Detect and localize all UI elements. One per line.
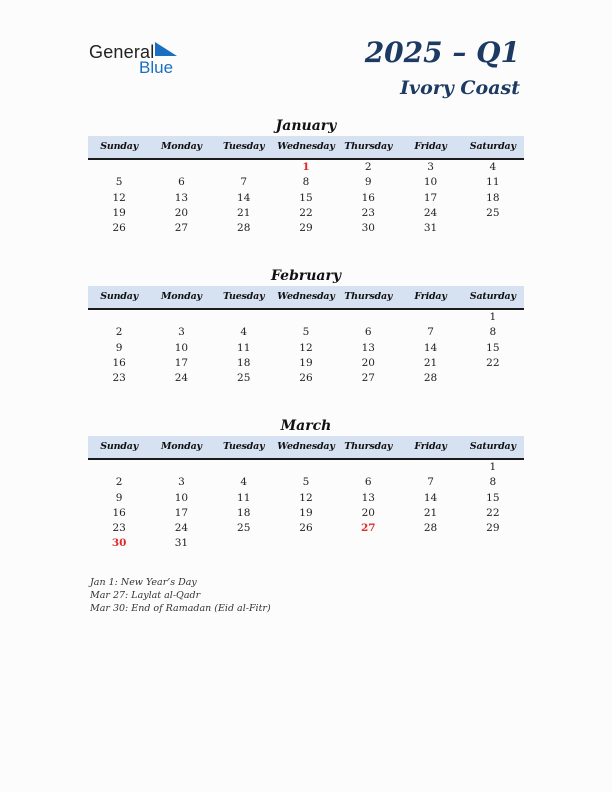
weekday-label: Tuesday <box>222 291 265 302</box>
empty-cell <box>88 460 150 475</box>
empty-cell <box>275 536 337 551</box>
day-cell: 13 <box>174 191 189 204</box>
day-cell: 3 <box>427 161 434 173</box>
logo <box>89 40 189 76</box>
empty-cell <box>213 160 275 175</box>
weekday-label: Wednesday <box>277 291 335 302</box>
weekday-label: Friday <box>414 291 447 302</box>
empty-cell <box>337 536 399 551</box>
weekday-label: Saturday <box>469 141 516 152</box>
day-cell: 8 <box>302 176 310 189</box>
day-cell: 17 <box>174 356 189 369</box>
day-cell: 22 <box>486 356 500 369</box>
month-february <box>88 266 524 386</box>
holiday-notes <box>90 576 271 615</box>
weekday-header <box>88 286 524 310</box>
week-row <box>88 506 524 521</box>
weekday-label: Thursday <box>344 141 393 152</box>
day-cell: 10 <box>174 341 189 354</box>
empty-cell <box>150 160 212 175</box>
empty-cell <box>399 536 461 551</box>
day-cell: 19 <box>299 356 313 369</box>
day-cell: 6 <box>364 326 372 339</box>
day-cell: 5 <box>302 476 310 489</box>
holiday-note: Mar 30: End of Ramadan (Eid al-Fitr) <box>90 603 271 614</box>
empty-cell <box>150 460 212 475</box>
weekday-label: Sunday <box>100 141 139 152</box>
day-cell: 26 <box>299 522 313 535</box>
day-cell: 21 <box>423 506 438 519</box>
day-cell: 1 <box>489 461 497 473</box>
weekday-label: Friday <box>414 141 447 152</box>
day-cell: 9 <box>364 176 372 189</box>
day-grid <box>88 460 524 552</box>
week-row <box>88 460 524 475</box>
day-cell: 25 <box>237 522 251 535</box>
day-cell: 22 <box>486 506 500 519</box>
empty-cell <box>88 160 150 175</box>
empty-cell <box>337 310 399 325</box>
day-cell: 28 <box>237 222 251 235</box>
week-row <box>88 175 524 190</box>
day-cell: 5 <box>302 326 310 339</box>
week-row <box>88 325 524 340</box>
day-cell: 14 <box>423 341 438 354</box>
day-cell: 23 <box>112 522 126 535</box>
day-cell: 2 <box>115 326 123 339</box>
day-cell: 24 <box>174 372 189 385</box>
empty-cell <box>150 310 212 325</box>
day-cell: 23 <box>112 372 126 385</box>
empty-cell <box>88 310 150 325</box>
weekday-label: Wednesday <box>277 441 335 452</box>
day-cell: 24 <box>423 206 438 219</box>
day-cell: 15 <box>299 191 313 204</box>
day-cell: 26 <box>299 372 313 385</box>
day-cell: 20 <box>361 356 375 369</box>
week-row <box>88 371 524 386</box>
day-cell: 1 <box>489 311 497 323</box>
week-row <box>88 341 524 356</box>
day-grid <box>88 310 524 386</box>
month-title: February <box>270 268 341 284</box>
day-cell: 7 <box>427 326 434 339</box>
page-title: 2025 – Q1 <box>364 36 520 69</box>
week-row <box>88 221 524 236</box>
weekday-label: Sunday <box>100 291 139 302</box>
day-cell: 19 <box>112 206 126 219</box>
day-cell: 13 <box>361 341 375 354</box>
day-grid <box>88 160 524 236</box>
day-cell: 5 <box>115 176 123 189</box>
weekday-label: Sunday <box>100 441 139 452</box>
day-cell: 13 <box>361 491 375 504</box>
weekday-label: Wednesday <box>277 141 335 152</box>
day-cell: 3 <box>178 326 185 339</box>
weekday-label: Friday <box>414 441 447 452</box>
day-cell: 3 <box>178 476 185 489</box>
day-cell: 4 <box>240 476 248 489</box>
day-cell: 28 <box>423 372 438 385</box>
weekday-label: Thursday <box>344 441 393 452</box>
holiday-note: Mar 27: Laylat al-Qadr <box>90 590 201 601</box>
day-cell: 19 <box>299 506 313 519</box>
weekday-label: Thursday <box>344 291 393 302</box>
day-cell: 6 <box>178 176 185 189</box>
holiday-day-cell: 27 <box>360 522 376 535</box>
empty-cell <box>213 310 275 325</box>
day-cell: 30 <box>361 222 375 235</box>
logo-triangle-icon <box>155 42 177 58</box>
empty-cell <box>462 371 524 386</box>
month-title: March <box>280 418 332 434</box>
day-cell: 25 <box>486 206 500 219</box>
day-cell: 18 <box>237 506 251 519</box>
empty-cell <box>213 460 275 475</box>
weekday-header <box>88 136 524 160</box>
day-cell: 7 <box>240 176 248 189</box>
day-cell: 29 <box>486 522 500 535</box>
week-row <box>88 160 524 175</box>
day-cell: 11 <box>486 176 500 189</box>
day-cell: 12 <box>299 491 313 504</box>
day-cell: 15 <box>486 491 500 504</box>
weekday-header <box>88 436 524 460</box>
day-cell: 20 <box>174 206 189 219</box>
day-cell: 14 <box>423 491 438 504</box>
day-cell: 17 <box>174 506 189 519</box>
day-cell: 9 <box>115 491 123 504</box>
day-cell: 4 <box>489 161 497 173</box>
day-cell: 28 <box>423 522 438 535</box>
weekday-label: Tuesday <box>222 441 265 452</box>
logo-blue-text: Blue <box>139 58 174 77</box>
day-cell: 16 <box>112 506 126 519</box>
week-row <box>88 521 524 536</box>
day-cell: 16 <box>361 191 375 204</box>
day-cell: 29 <box>299 222 313 235</box>
month-title: January <box>275 118 337 134</box>
day-cell: 23 <box>361 206 375 219</box>
weekday-label: Monday <box>160 291 202 302</box>
day-cell: 22 <box>299 206 313 219</box>
weekday-label: Saturday <box>469 441 516 452</box>
week-row <box>88 310 524 325</box>
week-row <box>88 356 524 371</box>
week-row <box>88 536 524 551</box>
day-cell: 17 <box>423 191 438 204</box>
day-cell: 27 <box>361 372 375 385</box>
day-cell: 24 <box>174 522 189 535</box>
empty-cell <box>337 460 399 475</box>
day-cell: 21 <box>237 206 251 219</box>
weekday-label: Monday <box>160 441 202 452</box>
day-cell: 11 <box>237 491 251 504</box>
empty-cell <box>275 460 337 475</box>
weekday-label: Saturday <box>469 291 516 302</box>
day-cell: 10 <box>423 176 438 189</box>
day-cell: 8 <box>489 476 497 489</box>
holiday-note: Jan 1: New Year’s Day <box>90 577 197 588</box>
logo-general-text: General <box>89 42 155 62</box>
day-cell: 6 <box>364 476 372 489</box>
empty-cell <box>399 460 461 475</box>
day-cell: 31 <box>174 537 189 550</box>
week-row <box>88 191 524 206</box>
empty-cell <box>213 536 275 551</box>
holiday-day-cell: 30 <box>111 537 127 550</box>
day-cell: 9 <box>115 341 123 354</box>
day-cell: 11 <box>237 341 251 354</box>
month-march <box>88 416 524 552</box>
page-subtitle: Ivory Coast <box>400 77 520 99</box>
day-cell: 4 <box>240 326 248 339</box>
month-january <box>88 116 524 236</box>
day-cell: 14 <box>237 191 251 204</box>
day-cell: 25 <box>237 372 251 385</box>
day-cell: 8 <box>489 326 497 339</box>
day-cell: 18 <box>237 356 251 369</box>
empty-cell <box>462 221 524 236</box>
day-cell: 18 <box>486 191 500 204</box>
empty-cell <box>462 536 524 551</box>
day-cell: 21 <box>423 356 438 369</box>
day-cell: 12 <box>299 341 313 354</box>
week-row <box>88 475 524 490</box>
empty-cell <box>399 310 461 325</box>
empty-cell <box>275 310 337 325</box>
weekday-label: Tuesday <box>222 141 265 152</box>
day-cell: 15 <box>486 341 500 354</box>
weekday-label: Monday <box>160 141 202 152</box>
holiday-day-cell: 1 <box>302 161 310 173</box>
day-cell: 26 <box>112 222 126 235</box>
day-cell: 27 <box>174 222 189 235</box>
day-cell: 7 <box>427 476 434 489</box>
day-cell: 2 <box>115 476 123 489</box>
day-cell: 10 <box>174 491 189 504</box>
day-cell: 16 <box>112 356 126 369</box>
week-row <box>88 491 524 506</box>
day-cell: 2 <box>364 161 372 173</box>
day-cell: 31 <box>423 222 438 235</box>
day-cell: 12 <box>112 191 126 204</box>
day-cell: 20 <box>361 506 375 519</box>
week-row <box>88 206 524 221</box>
